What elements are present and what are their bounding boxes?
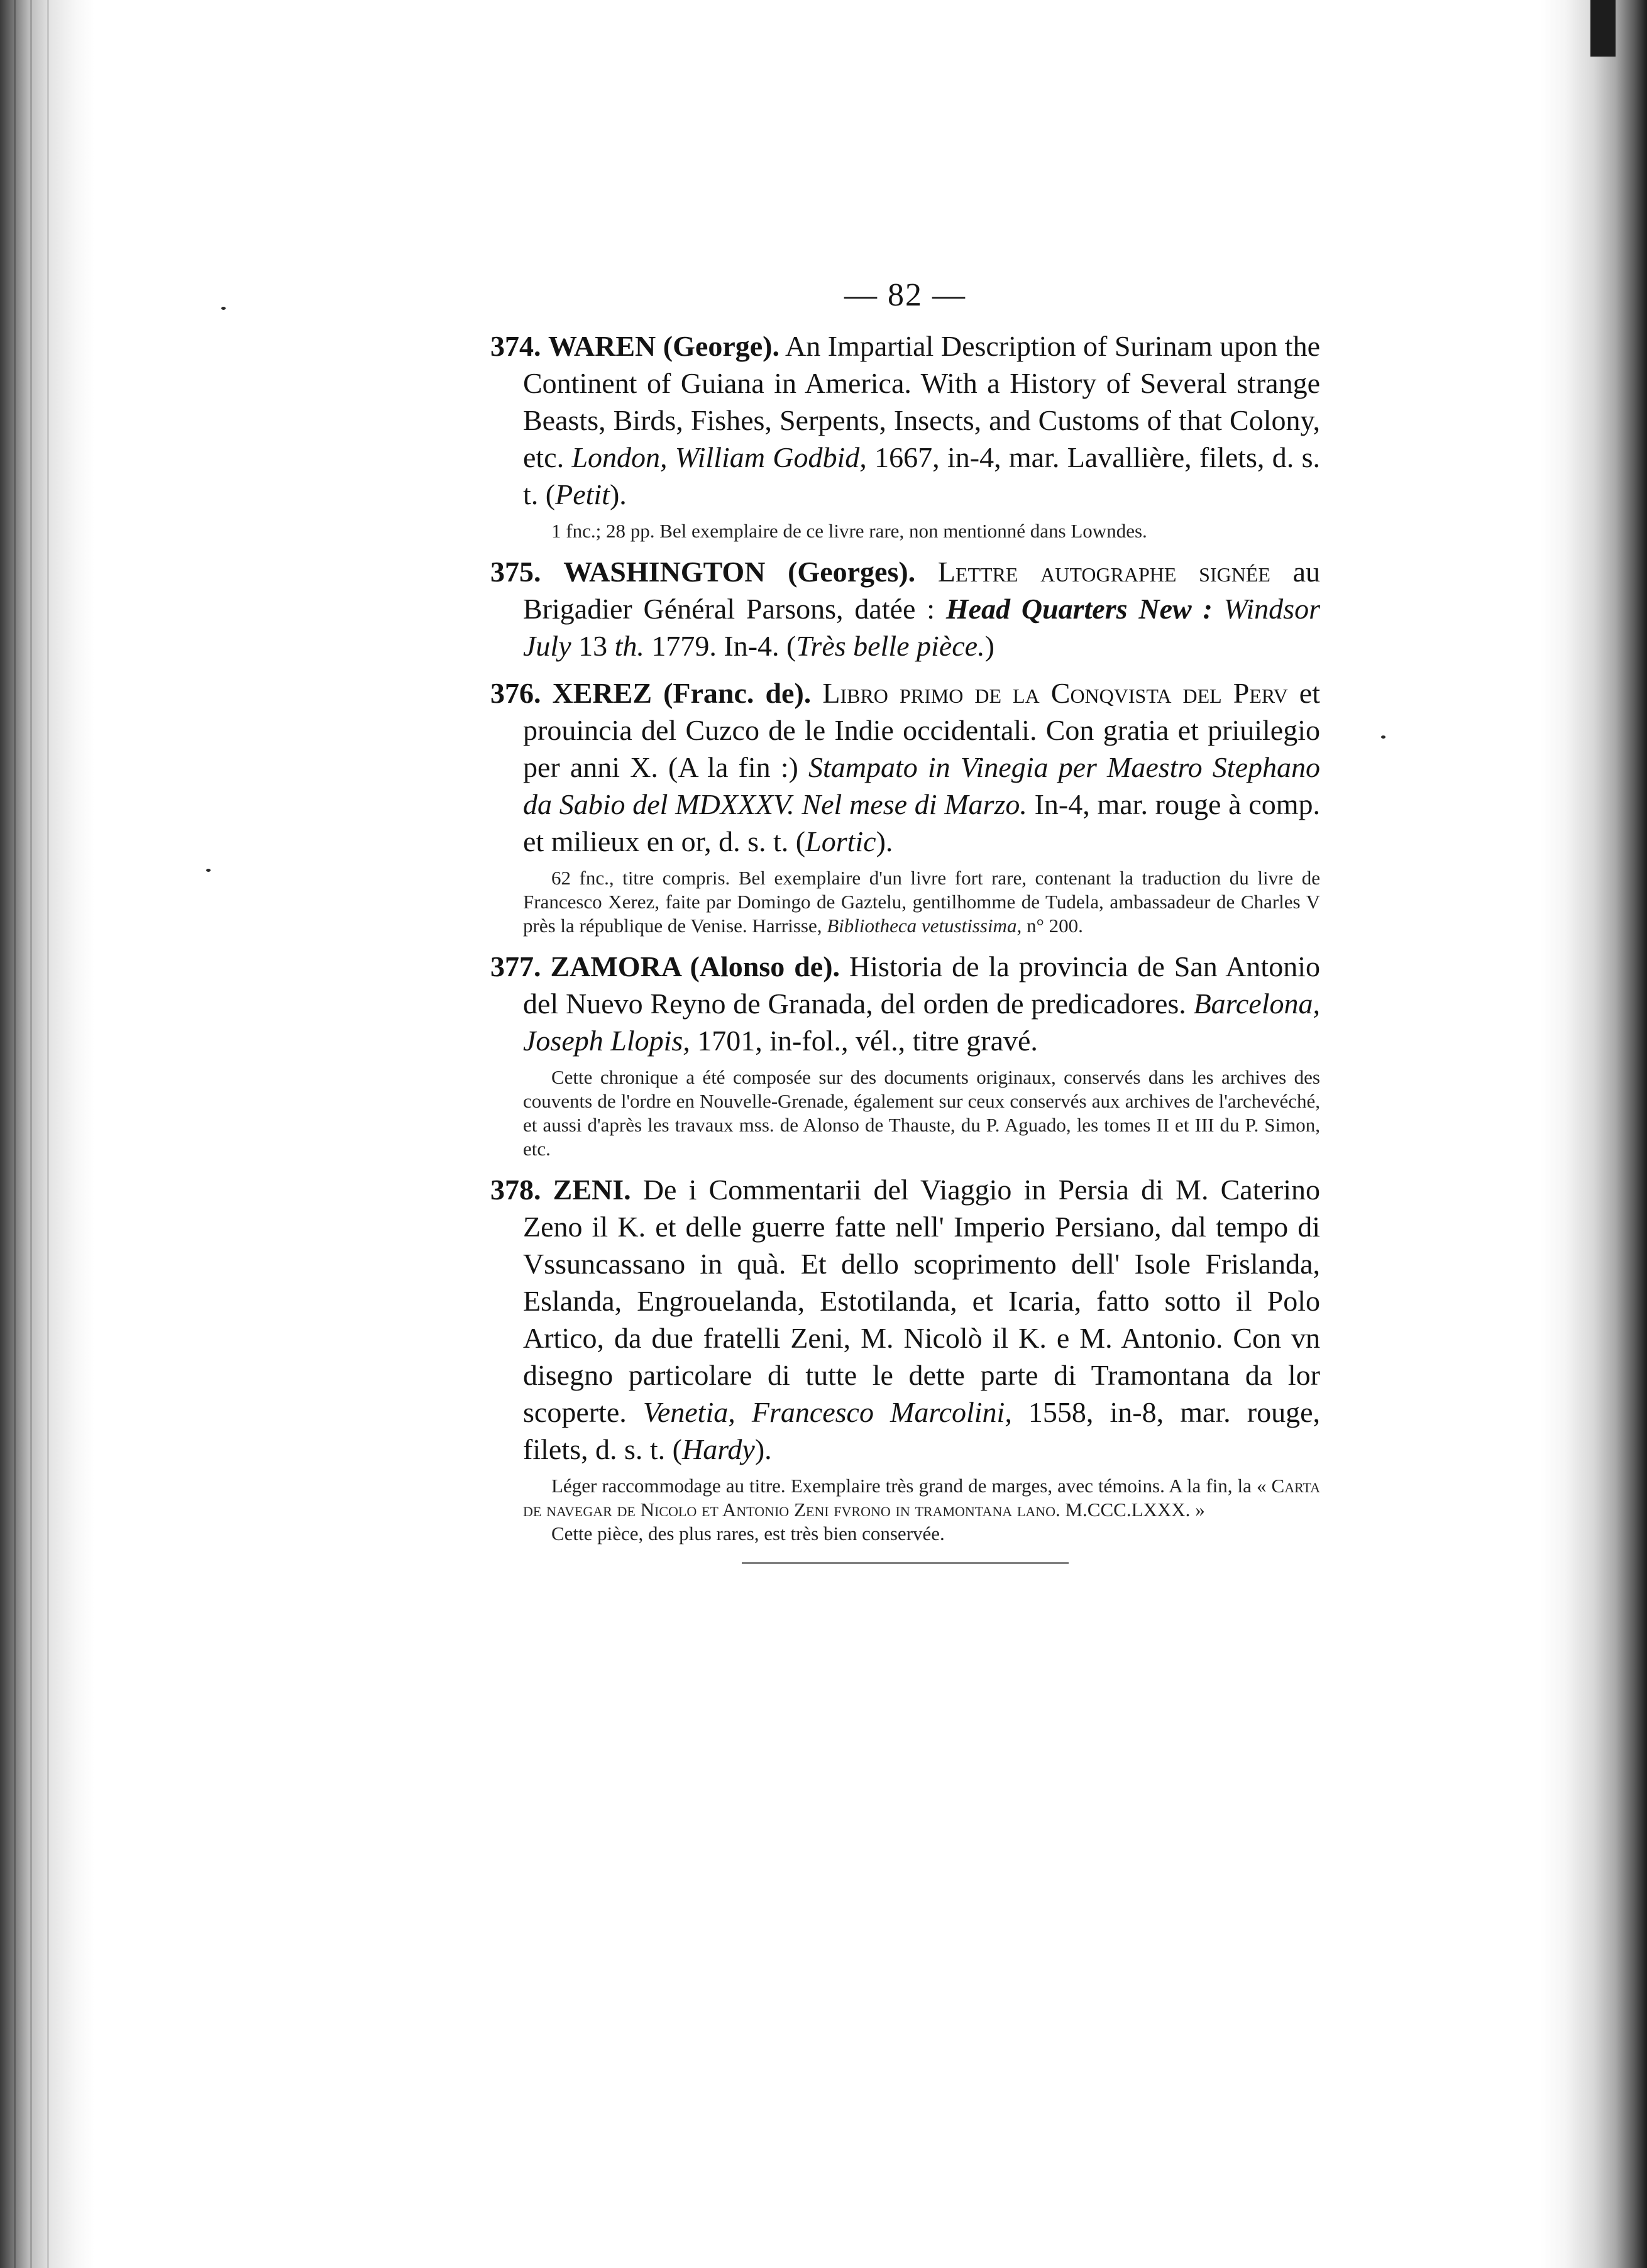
entry-number: 374. (490, 330, 541, 362)
scan-right-edge (1540, 0, 1647, 2268)
entry-text: ). (876, 825, 893, 857)
entry-dateline-2: Windsor July (523, 593, 1320, 662)
entry-text: ). (754, 1433, 772, 1465)
entry-imprint: Venetia, Francesco Marcolini, (642, 1396, 1012, 1428)
entry-dateline-3: th. (614, 630, 644, 662)
entry-title-smallcaps: Libro primo de la Conqvista del Perv (811, 677, 1288, 709)
entry-binder: Hardy (681, 1433, 755, 1465)
entry-author: WAREN (George). (548, 330, 779, 362)
entry-imprint: Barcelona, Joseph Llopis, (523, 988, 1320, 1057)
note-quote: Carta de navegar de Nicolo et Antonio Zeni fvrono in tramontana lano. M.CCC.LXXX. (523, 1475, 1320, 1521)
entry-binder: Petit (555, 478, 610, 510)
entry-dateline: Head Quarters New : (945, 593, 1224, 625)
entry-comment: Très belle pièce. (796, 630, 985, 662)
scan-speck (221, 307, 226, 310)
entry-author: XEREZ (Franc. de). (552, 677, 812, 709)
entry-378 (490, 1171, 1320, 1468)
entry-374-note: 1 fnc.; 28 pp. Bel exemplaire de ce livre rare, non mentionné dans Lowndes. (551, 520, 1147, 542)
entry-title: De i Commentarii del Viaggio in Persia di M. Caterino Zeno il K. et delle guerre fatte nell' Imperio Persiano, dal tempo di Vssuncassano in quà. Et dello scoprimento dell' Isole Frislanda, Eslanda, Engrouelanda, Estotilanda, et Icaria, fatto sotto il Polo Artico, da due fratelli Zeni, M. Nicolò il K. e M. Antonio. Con vn disegno particolare di tutte le dette parte di Tramontana da lor scoperte. (523, 1174, 1321, 1428)
entry-375 (490, 553, 1320, 664)
entry-number: 375. (490, 556, 541, 588)
entry-text: 1701, in-fol., vél., titre gravé. (690, 1025, 1038, 1057)
entry-378-note (490, 1474, 1320, 1522)
entry-author: ZAMORA (Alonso de). (550, 950, 840, 983)
entry-text: 1667, in-4, mar. Lavallière, filets, d. s. t. ( (523, 441, 1320, 510)
entry-376 (490, 674, 1320, 860)
entry-377-note: Cette chronique a été composée sur des documents originaux, conservés dans les archives des couvents de l'ordre en Nouvelle-Grenade, également sur ceux conservés aux archives de l'archevéché, et aussi d'après les travaux mss. de Alonso de Thauste, du P. Aguado, les tomes II et III du P. Simon, etc. (523, 1066, 1320, 1160)
entry-number: 378. (490, 1174, 541, 1206)
entry-title: Historia de la provincia de San Antonio del Nuevo Reyno de Granada, del orden de predicadores. (523, 950, 1320, 1020)
scan-left-edge (0, 0, 94, 2268)
note-text: n° 200. (1022, 915, 1083, 937)
entry-text: ) (984, 630, 994, 662)
entry-378-note-2: Cette pièce, des plus rares, est très bien conservée. (551, 1522, 945, 1544)
entry-374 (490, 328, 1320, 513)
page-content (490, 277, 1320, 1564)
entry-author: ZENI. (553, 1174, 631, 1206)
entry-author: WASHINGTON (Georges). (563, 556, 916, 588)
scan-speck (206, 869, 211, 872)
entry-binder: Lortic (805, 825, 876, 857)
note-text: 62 fnc., titre compris. Bel exemplaire d'un livre fort rare, contenant la traduction du livre de Francesco Xerez, faite par Domingo de Gaztelu, gentilhomme de Tudela, ambassadeur de Charles V près la république de Venise. Harrisse, (523, 867, 1320, 937)
note-text: » (1190, 1499, 1205, 1521)
entry-title-smallcaps: Lettre autographe signée (915, 556, 1270, 588)
entry-text: 1558, in-8, mar. rouge, filets, d. s. t. ( (523, 1396, 1320, 1465)
entry-377 (490, 948, 1320, 1059)
entry-text: ). (609, 478, 627, 510)
entry-title: et prouincia del Cuzco de le Indie occidentali. Con gratia et priuilegio per anni X. (A la fin :) (523, 677, 1320, 783)
note-text: Léger raccommodage au titre. Exemplaire très grand de marges, avec témoins. A la fin, la « (551, 1475, 1272, 1497)
entry-number: 376. (490, 677, 541, 709)
entry-title: An Impartial Description of Surinam upon the Continent of Guiana in America. With a History of Several strange Beasts, Birds, Fishes, Serpents, Insects, and Customs of that Colony, etc. (523, 330, 1320, 473)
closing-rule (742, 1562, 1069, 1564)
entry-imprint: Stampato in Vinegia per Maestro Stephano da Sabio del MDXXXV. Nel mese di Marzo. (523, 751, 1320, 820)
entry-text: au Brigadier Général Parsons, datée : (523, 556, 1320, 625)
entry-text: In-4, mar. rouge à comp. et milieux en or, d. s. t. ( (523, 788, 1320, 857)
entry-text: 1779. In-4. ( (644, 630, 796, 662)
scan-speck (1381, 735, 1385, 739)
entry-376-note (490, 866, 1320, 938)
entry-imprint: London, William Godbid, (571, 441, 867, 473)
entry-text: 13 (571, 630, 615, 662)
note-citation: Bibliotheca vetustissima, (827, 915, 1022, 937)
page-number: — 82 — (844, 277, 966, 313)
entry-number: 377. (490, 950, 541, 983)
